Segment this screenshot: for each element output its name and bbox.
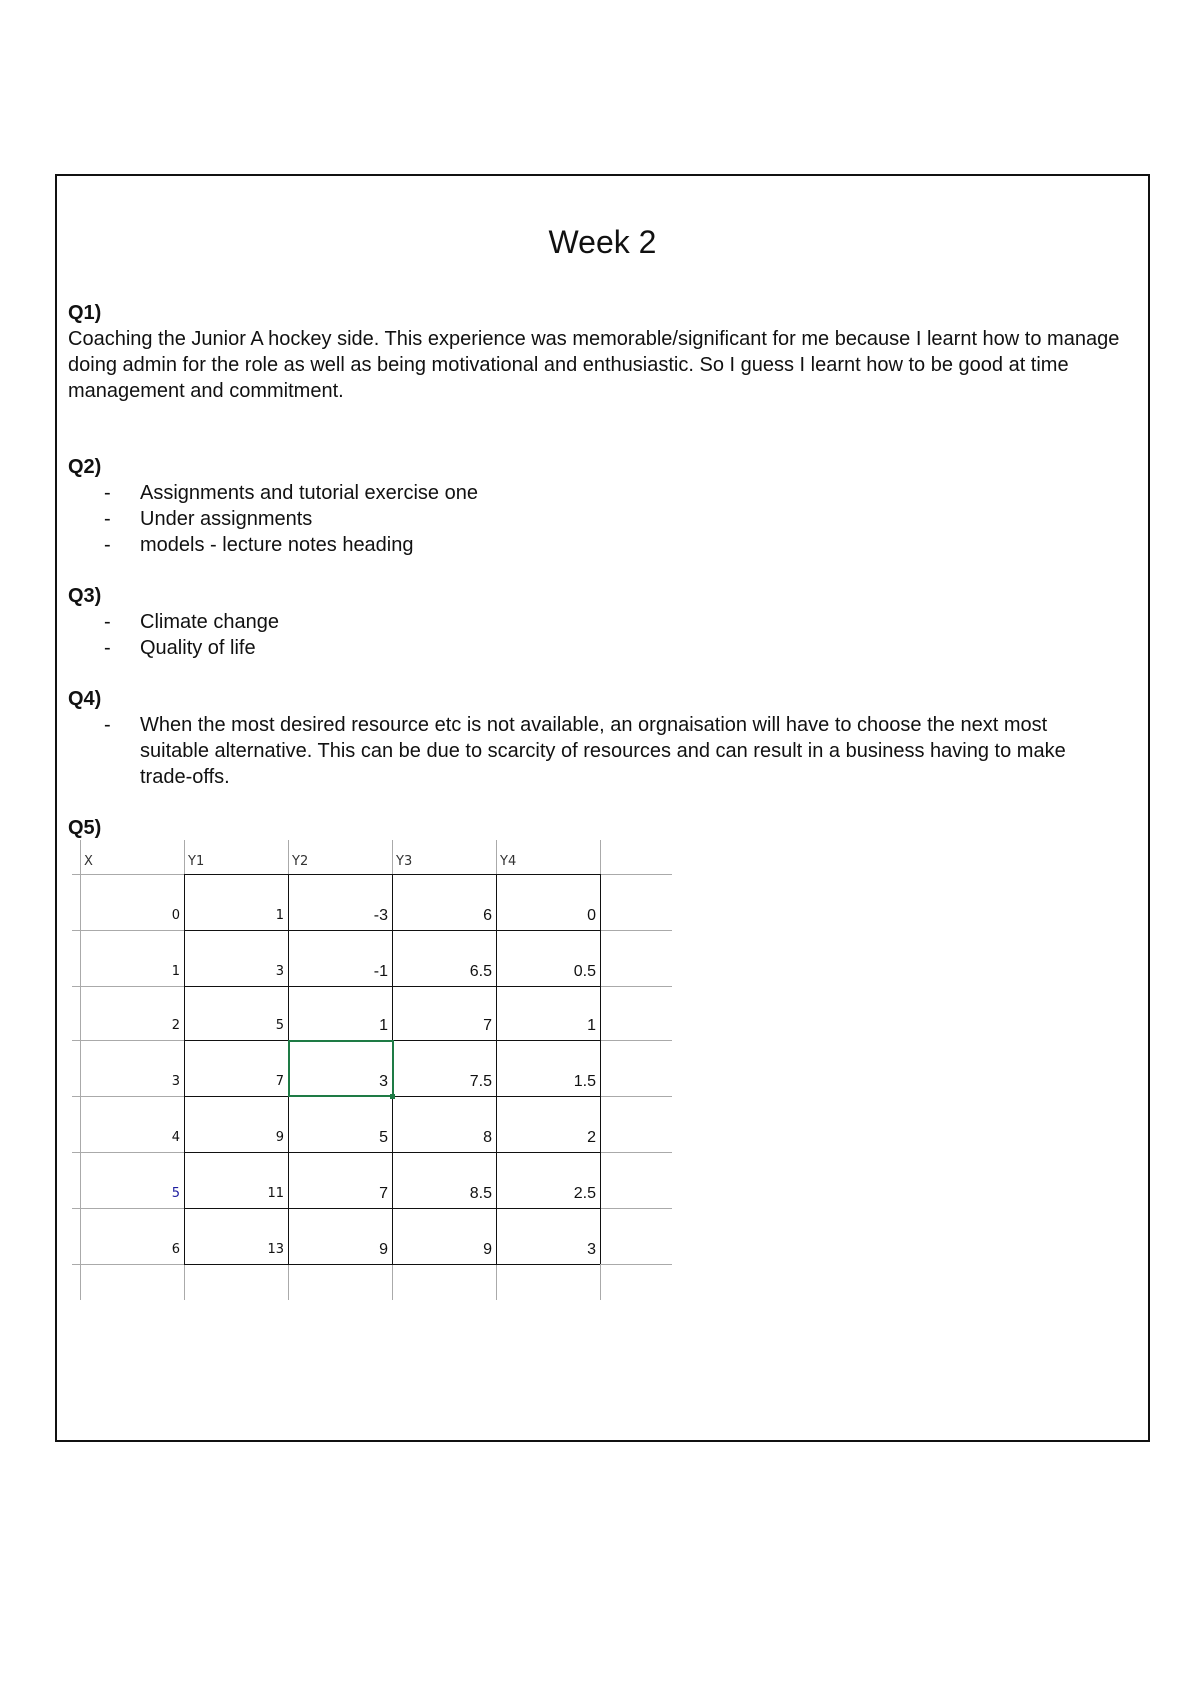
- q3-label: Q3): [68, 585, 102, 607]
- table-cell: 2: [587, 1129, 596, 1146]
- q1-label: Q1): [68, 302, 102, 324]
- table-cell: 8: [483, 1129, 492, 1146]
- q4-list: [68, 712, 1138, 790]
- fill-handle: [390, 1094, 395, 1099]
- column-header: Y3: [396, 854, 413, 869]
- table-cell: 1: [171, 964, 180, 979]
- table-cell: 3: [171, 1074, 180, 1089]
- cell-border: [184, 1264, 600, 1265]
- list-item-text: Assignments and tutorial exercise one: [140, 482, 478, 504]
- q5-label: Q5): [68, 817, 102, 839]
- table-cell: 5: [379, 1129, 388, 1146]
- list-item: - Under assignments: [104, 508, 313, 530]
- table-cell: 1: [275, 908, 284, 923]
- document-body: [68, 300, 1138, 841]
- table-cell: 6.5: [469, 963, 492, 980]
- q1-answer: Coaching the Junior A hockey side. This experience was memorable/significant for me because I learnt how to manage doing admin for the role as well as being motivational and enthusiastic. So I guess I learnt how to be good at time management and commitment.: [68, 328, 1120, 402]
- cell-border: [496, 874, 497, 1264]
- list-item: - When the most desired resource etc is not available, an orgnaisation will have to choose the next most suitable alternative. This can be due to scarcity of resources and can result in a business having to make trade-offs.: [104, 714, 1066, 788]
- q2-list: [68, 480, 1138, 558]
- table-cell: 3: [275, 964, 284, 979]
- table-cell: 6: [483, 907, 492, 924]
- table-cell: 2.5: [573, 1185, 596, 1202]
- table-cell: 9: [275, 1130, 284, 1145]
- q4-label: Q4): [68, 688, 102, 710]
- table-cell: 8.5: [469, 1185, 492, 1202]
- table-cell: 0: [587, 907, 596, 924]
- document-frame: [55, 174, 1150, 1442]
- table-cell: 1.5: [573, 1073, 596, 1090]
- list-item-text: models - lecture notes heading: [140, 534, 414, 556]
- table-cell: 4: [171, 1130, 180, 1145]
- table-cell: -3: [373, 907, 388, 924]
- table-cell: 11: [267, 1186, 284, 1201]
- table-cell: 3: [379, 1073, 388, 1090]
- table-cell: 1: [587, 1017, 596, 1034]
- spreadsheet-table: [72, 840, 682, 1300]
- table-cell: 6: [171, 1242, 180, 1257]
- q2-label: Q2): [68, 456, 102, 478]
- table-cell: 9: [379, 1241, 388, 1258]
- table-cell: 7.5: [469, 1073, 492, 1090]
- table-cell: 5: [275, 1018, 284, 1033]
- table-cell: 13: [267, 1242, 284, 1257]
- table-cell: 0: [171, 908, 180, 923]
- table-cell: 0.5: [573, 963, 596, 980]
- column-header: Y2: [292, 854, 309, 869]
- column-header: X: [84, 854, 93, 869]
- cell-border: [600, 874, 601, 1264]
- table-cell: 7: [483, 1017, 492, 1034]
- cell-border: [184, 874, 185, 1264]
- list-item-text: When the most desired resource etc is not available, an orgnaisation will have to choose the next most suitable alternative. This can be due to scarcity of resources and can result in a business having to make trade-offs.: [140, 714, 1066, 788]
- table-cell: -1: [373, 963, 388, 980]
- table-cell: 1: [379, 1017, 388, 1034]
- list-item: - Assignments and tutorial exercise one: [104, 482, 478, 504]
- list-item-text: Quality of life: [140, 637, 256, 659]
- selected-cell[interactable]: [288, 1040, 394, 1097]
- table-cell: 2: [171, 1018, 180, 1033]
- list-item: - Climate change: [104, 611, 279, 633]
- column-header: Y4: [500, 854, 517, 869]
- table-cell: 7: [379, 1185, 388, 1202]
- column-header: Y1: [188, 854, 205, 869]
- list-item: - Quality of life: [104, 637, 256, 659]
- page-title: Week 2: [548, 224, 657, 260]
- list-item-text: Climate change: [140, 611, 279, 633]
- table-cell: 5: [171, 1186, 180, 1201]
- table-cell: 7: [275, 1074, 284, 1089]
- table-cell: 9: [483, 1241, 492, 1258]
- list-item: - models - lecture notes heading: [104, 534, 414, 556]
- list-item-text: Under assignments: [140, 508, 313, 530]
- q3-list: [68, 609, 1138, 661]
- table-cell: 3: [587, 1241, 596, 1258]
